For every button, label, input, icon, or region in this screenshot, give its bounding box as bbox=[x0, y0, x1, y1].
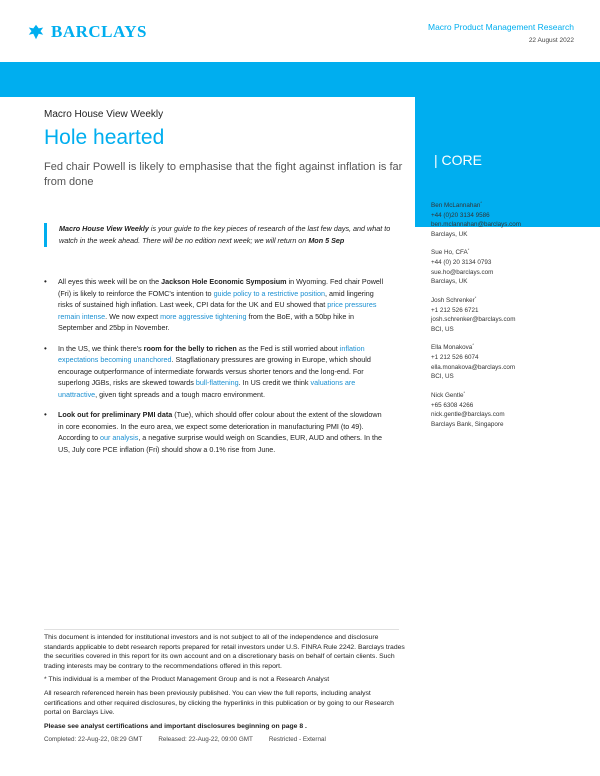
author-email[interactable]: josh.schrenker@barclays.com bbox=[431, 316, 516, 324]
author-email[interactable]: ben.mclannahan@barclays.com bbox=[431, 221, 522, 229]
author-footnote-mark: * bbox=[467, 247, 470, 253]
report-link[interactable]: bull-flattening bbox=[195, 378, 239, 387]
author-email[interactable]: ella.monakova@barclays.com bbox=[431, 363, 516, 371]
footer bbox=[44, 633, 409, 745]
bullet-icon: • bbox=[44, 277, 47, 286]
completed-time: Completed: 22-Aug-22, 08:29 GMT bbox=[44, 736, 143, 744]
bullet-icon: • bbox=[44, 410, 47, 419]
header-meta bbox=[428, 22, 574, 44]
intro-return-date: Mon 5 Sep bbox=[308, 236, 345, 245]
author-phone: +65 6308 4266 bbox=[431, 401, 474, 409]
report-link[interactable]: our analysis bbox=[99, 433, 139, 442]
author-footnote-mark: * bbox=[472, 342, 474, 348]
text: (Tue), which should offer colour about the extent of the slowdown in core economies. In the euro area, we expect some deterioration in manufacturing PMI (to 49). According to bbox=[58, 410, 382, 442]
report-link[interactable]: price pressures remain intense bbox=[58, 300, 377, 321]
report-link[interactable]: more aggressive tightening bbox=[160, 311, 247, 321]
footer-divider bbox=[44, 629, 399, 630]
author-card bbox=[431, 293, 591, 334]
report-link[interactable]: valuations are unattractive bbox=[58, 378, 356, 399]
highlight: room for the belly to richen bbox=[143, 343, 237, 353]
footnote: * This individual is a member of the Product Management Group and is not a Research Analyst bbox=[44, 676, 330, 684]
list-item bbox=[44, 276, 389, 334]
author-entity: Barclays Bank, Singapore bbox=[431, 420, 504, 428]
doc-type: Macro Product Management Research bbox=[428, 22, 574, 32]
barclays-logo bbox=[27, 22, 147, 42]
author-phone: +44 (0)20 3134 9586 bbox=[431, 211, 490, 219]
bullet-icon: • bbox=[44, 343, 47, 353]
author-card bbox=[431, 245, 591, 286]
text: , amid lingering risks of sustained high inflation. Last week, CPI data for the UK and EU showed that bbox=[58, 288, 374, 309]
author-phone: +44 (0) 20 3134 0793 bbox=[431, 259, 492, 267]
author-phone: +1 212 526 6074 bbox=[431, 354, 479, 362]
page-subtitle: Fed chair Powell is likely to emphasise that the fight against inflation is far from done bbox=[44, 161, 403, 188]
intro-box bbox=[44, 223, 399, 247]
highlight: Jackson Hole Economic Symposium bbox=[161, 277, 287, 286]
released-time: Released: 22-Aug-22, 09:00 GMT bbox=[158, 736, 253, 744]
text: , a negative surprise would weigh on Scandies, EUR, AUD and others. In the US, July core PCE inflation (Fri) should show a 0.1% rise from June. bbox=[58, 433, 383, 454]
author-footnote-mark: * bbox=[480, 200, 482, 205]
author-name: Ben McLannahan bbox=[431, 202, 481, 210]
report-link[interactable]: guide policy to a restrictive position bbox=[213, 288, 326, 298]
text: . Stagflationary pressures are growing in Europe, which should encourage outperformance of intermediate forwards versus shorter tenors and the long-end. For superlong JGBs, risks are skewed towards bbox=[58, 355, 371, 387]
intro-text: is your guide to the key pieces of research of the last few days, and what to watch in the week ahead. There will be no edition next week; we will return on bbox=[59, 224, 391, 245]
key-points bbox=[44, 276, 389, 464]
author-email[interactable]: sue.ho@barclays.com bbox=[431, 268, 494, 276]
text: . In US credit we think bbox=[238, 378, 311, 387]
author-card bbox=[431, 388, 591, 429]
report-link[interactable]: inflation expectations becoming unanchored bbox=[58, 343, 365, 364]
author-entity: Barclays, UK bbox=[431, 230, 468, 238]
author-footnote-mark: * bbox=[463, 389, 466, 395]
status-line bbox=[44, 735, 409, 745]
author-name: Josh Schrenker bbox=[431, 297, 475, 305]
page-title: Hole hearted bbox=[44, 126, 165, 149]
author-list bbox=[431, 198, 591, 435]
author-entity: BCI, US bbox=[431, 373, 454, 381]
author-email[interactable]: nick.gentle@barclays.com bbox=[431, 411, 505, 419]
highlight: Look out for preliminary PMI data bbox=[58, 410, 173, 419]
text: . We now expect bbox=[105, 311, 161, 321]
text: in Wyoming. Fed chair Powell (Fri) is likely to reinforce the FOMC's intention to bbox=[58, 277, 384, 298]
published-note: All research referenced herein has been previously published. You can view the full reports, including analyst certifications and other required disclosures, by clicking the hyperlinks in this publication or by going to our Research portal on Barclays Live. bbox=[44, 689, 394, 717]
disclosures-note: Please see analyst certifications and important disclosures beginning on page 8 . bbox=[44, 722, 307, 730]
intro-lead: Macro House View Weekly bbox=[59, 224, 149, 233]
header-band bbox=[0, 62, 600, 97]
list-item bbox=[44, 343, 389, 401]
author-entity: BCI, US bbox=[431, 325, 454, 333]
author-card bbox=[431, 340, 591, 381]
text: from the BoE, with a 50bp hike in September and 25bp in November. bbox=[58, 311, 354, 332]
text: All eyes this week will be on the bbox=[58, 277, 162, 286]
eagle-icon bbox=[27, 23, 45, 41]
list-item bbox=[44, 409, 389, 455]
text: , given tight spreads and a tough macro environment. bbox=[95, 389, 265, 399]
author-card bbox=[431, 198, 591, 239]
core-label: | CORE bbox=[434, 152, 482, 168]
author-name: Sue Ho, CFA bbox=[431, 249, 468, 257]
text: as the Fed is still worried about bbox=[236, 343, 340, 353]
doc-date: 22 August 2022 bbox=[528, 37, 574, 44]
restriction-label: Restricted - External bbox=[268, 736, 326, 744]
brand-name: BARCLAYS bbox=[51, 22, 147, 41]
author-name: Nick Gentle bbox=[431, 391, 464, 399]
author-entity: Barclays, UK bbox=[431, 278, 468, 286]
disclaimer: This document is intended for institutional investors and is not subject to all of the independence and disclosure standards applicable to debt research reports prepared for retail investors under U.S. FINRA Rule 2242. Barclays trades the securities covered in this report for its own account and on a discretionary basis on behalf of certain clients. Such trading interests may be contrary to the recommendations offered in this report. bbox=[44, 634, 405, 670]
series-name: Macro House View Weekly bbox=[44, 109, 164, 120]
text: In the US, we think there's bbox=[58, 343, 144, 353]
author-footnote-mark: * bbox=[474, 294, 477, 300]
author-phone: +1 212 526 6721 bbox=[431, 306, 479, 314]
author-name: Ella Monakova bbox=[431, 344, 473, 352]
